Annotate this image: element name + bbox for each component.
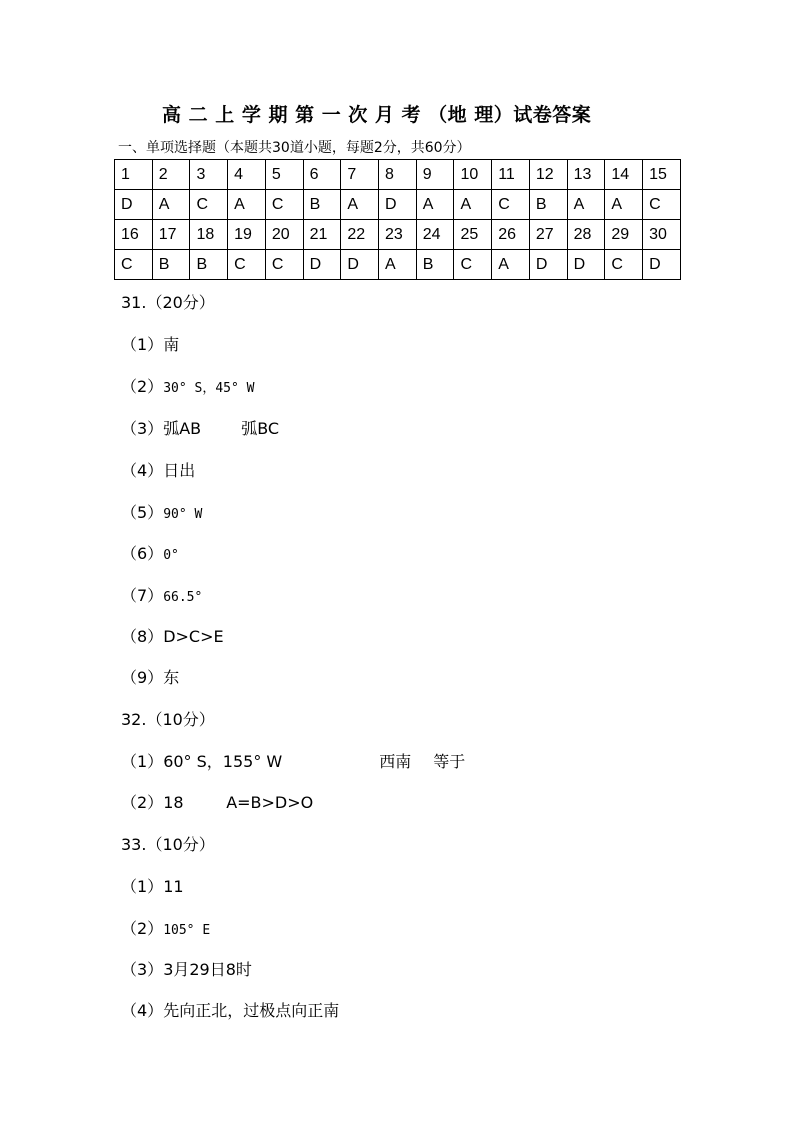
q31-a7-number: （7） <box>121 586 164 605</box>
q31-a1-number: （1） <box>121 335 164 354</box>
question-number-cell: 6 <box>303 160 341 190</box>
answer-row <box>115 250 681 280</box>
question-number-cell: 19 <box>228 220 266 250</box>
q31-a1-value: 南 <box>163 335 180 354</box>
answer-cell: C <box>265 250 303 280</box>
answer-cell: C <box>605 250 643 280</box>
question-number-cell: 18 <box>190 220 228 250</box>
q31-a3-number: （3） <box>121 419 164 438</box>
q33-a4-value: 先向正北，过极点向正南 <box>163 1001 340 1020</box>
answer-cell: A <box>379 250 417 280</box>
q32-answer-1 <box>121 749 465 772</box>
question-number-cell: 11 <box>492 160 530 190</box>
answer-cell: D <box>341 250 379 280</box>
question-number-cell: 24 <box>416 220 454 250</box>
answer-table <box>114 159 681 280</box>
q32-a1-value-2: 西南 <box>379 752 412 771</box>
q31-a6-number: （6） <box>121 544 164 563</box>
answer-cell: A <box>228 190 266 220</box>
answer-cell: D <box>643 250 681 280</box>
question-number-cell: 20 <box>265 220 303 250</box>
answer-cell: B <box>416 250 454 280</box>
q32-a1-value-1: 60° S，155° W <box>163 752 283 771</box>
q31-a4-value: 日出 <box>163 461 196 480</box>
q31-a2-number: （2） <box>121 377 164 396</box>
q33-answer-1 <box>121 874 184 897</box>
answer-cell: A <box>567 190 605 220</box>
question-number-cell: 7 <box>341 160 379 190</box>
q33-answer-2 <box>121 916 210 939</box>
question-number-cell: 12 <box>529 160 567 190</box>
q33-heading: 33.（10分） <box>121 835 215 854</box>
q32-a2-value-1: 18 <box>163 793 184 812</box>
q33-a3-number: （3） <box>121 960 164 979</box>
question-number-cell: 1 <box>115 160 153 190</box>
question-number-cell: 9 <box>416 160 454 190</box>
question-number-cell: 4 <box>228 160 266 190</box>
answer-cell: B <box>152 250 190 280</box>
q31-heading: 31.（20分） <box>121 293 215 312</box>
q31-a7-value: 66.5° <box>163 590 203 605</box>
question-number-row <box>115 160 681 190</box>
q33-a2-value: 105° E <box>163 923 211 938</box>
answer-cell: D <box>115 190 153 220</box>
question-number-cell: 27 <box>529 220 567 250</box>
q31-a9-value: 东 <box>163 668 180 687</box>
answer-cell: C <box>492 190 530 220</box>
q31-a6-value: 0° <box>163 548 179 563</box>
q32-a1-value-3: 等于 <box>433 752 466 771</box>
q31-answer-7 <box>121 583 202 606</box>
question-number-cell: 10 <box>454 160 492 190</box>
q33-a3-value: 3月29日8时 <box>163 960 252 979</box>
question-number-cell: 28 <box>567 220 605 250</box>
answer-cell: C <box>265 190 303 220</box>
question-number-cell: 15 <box>643 160 681 190</box>
answer-cell: C <box>454 250 492 280</box>
question-number-cell: 30 <box>643 220 681 250</box>
question-number-cell: 3 <box>190 160 228 190</box>
question-number-cell: 14 <box>605 160 643 190</box>
question-number-cell: 23 <box>379 220 417 250</box>
question-number-cell: 22 <box>341 220 379 250</box>
q33-a1-number: （1） <box>121 877 164 896</box>
q32-a1-number: （1） <box>121 752 164 771</box>
q31-answer-8 <box>121 624 224 647</box>
q31-a2-value: 30° S，45° W <box>163 381 255 396</box>
answer-cell: D <box>567 250 605 280</box>
answer-cell: C <box>190 190 228 220</box>
q31-a9-number: （9） <box>121 668 164 687</box>
page-title: 高 二 上 学 期 第 一 次 月 考 （地 理）试卷答案 <box>162 104 592 126</box>
answer-cell: C <box>643 190 681 220</box>
question-number-row <box>115 220 681 250</box>
question-number-cell: 26 <box>492 220 530 250</box>
q31-a3-value-2: 弧BC <box>241 419 280 438</box>
q32-a2-number: （2） <box>121 793 164 812</box>
q33-answer-3 <box>121 957 252 980</box>
q31-a8-number: （8） <box>121 627 164 646</box>
section-heading-multiple-choice: 一、单项选择题（本题共30道小题，每题2分，共60分） <box>118 140 471 156</box>
q31-a4-number: （4） <box>121 461 164 480</box>
q32-a2-value-2: A=B>D>O <box>226 793 314 812</box>
q33-a1-value: 11 <box>163 877 184 896</box>
answer-cell: B <box>303 190 341 220</box>
answer-cell: A <box>416 190 454 220</box>
question-number-cell: 21 <box>303 220 341 250</box>
q31-answer-4 <box>121 458 195 481</box>
q32-answer-2 <box>121 790 313 813</box>
answer-cell: C <box>115 250 153 280</box>
question-number-cell: 17 <box>152 220 190 250</box>
q31-answer-9 <box>121 665 179 688</box>
answer-cell: A <box>605 190 643 220</box>
q31-answer-2 <box>121 374 254 397</box>
q31-answer-5 <box>121 500 202 523</box>
answer-cell: A <box>152 190 190 220</box>
answer-cell: A <box>454 190 492 220</box>
answer-cell: D <box>379 190 417 220</box>
question-number-cell: 13 <box>567 160 605 190</box>
answer-cell: C <box>228 250 266 280</box>
answer-cell: B <box>529 190 567 220</box>
answer-cell: B <box>190 250 228 280</box>
question-number-cell: 8 <box>379 160 417 190</box>
q31-answer-6 <box>121 541 179 564</box>
question-number-cell: 16 <box>115 220 153 250</box>
q31-answer-1 <box>121 332 179 355</box>
question-number-cell: 25 <box>454 220 492 250</box>
answer-row <box>115 190 681 220</box>
question-number-cell: 2 <box>152 160 190 190</box>
q33-answer-4 <box>121 998 339 1021</box>
answer-cell: A <box>341 190 379 220</box>
q31-a3-value-1: 弧AB <box>163 419 202 438</box>
q31-a8-value: D>C>E <box>163 627 224 646</box>
q31-answer-3 <box>121 416 279 439</box>
question-number-cell: 29 <box>605 220 643 250</box>
q33-a2-number: （2） <box>121 919 164 938</box>
answer-cell: A <box>492 250 530 280</box>
q31-a5-number: （5） <box>121 503 164 522</box>
question-number-cell: 5 <box>265 160 303 190</box>
q32-heading: 32.（10分） <box>121 710 215 729</box>
answer-cell: D <box>303 250 341 280</box>
answer-cell: D <box>529 250 567 280</box>
q33-a4-number: （4） <box>121 1001 164 1020</box>
q31-a5-value: 90° W <box>163 507 203 522</box>
